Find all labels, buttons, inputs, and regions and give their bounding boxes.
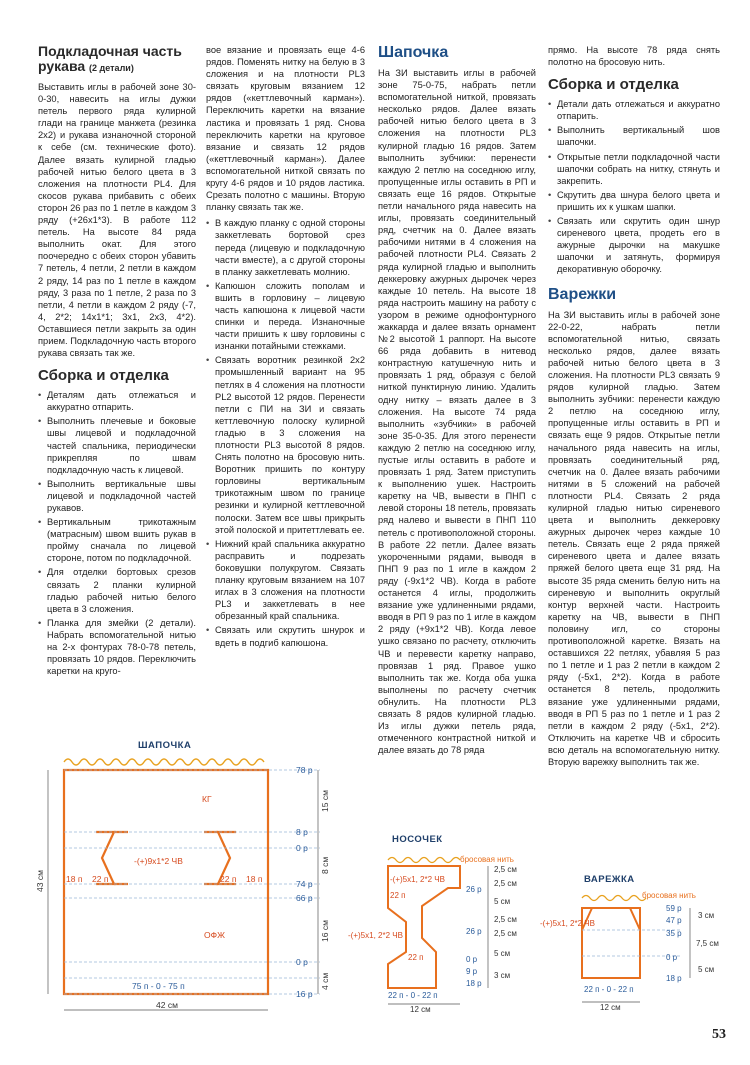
hat-assembly-list — [548, 98, 720, 275]
paragraph: Выставить иглы в рабочей зоне 30-0-30, навесить на иглы дужки петель первого ряда кулирной глади на границе манжета (резинка 2х2) и рукава изнаночной стороной к себе (см. технические фото). Далее вязать кулирной гладью рабочей нитью белого цвета в 3 сложения на плотности PL4. Для скосов рукава прибавить с обеих сторон 26 раз по 1 петле в каждом 3 ряду (+26х1*3). В работе 112 петель. На высоте 84 ряда выполнить окат. Для этого поочередно с обеих сторон убавить 7 петель, 4 петли, 2 петли в каждом 2 ряду, 14 раз по 1 петле в каждом ряду, 3 раза по 1 петле, 2 раза по 3 петли, 4 петли в каждом 2 ряду (-7, 4, 2*2; 14х1*1; 3х1, 2х3, 4*2). Оставшиеся петли закрыть за один прием. Подкладочную часть второго рукава связать так же. — [38, 82, 196, 359]
hat-height-label: 43 см — [35, 870, 45, 892]
mitten-r-18: 18 р — [666, 974, 682, 983]
sock-d2: 2,5 см — [494, 879, 517, 888]
column-1 — [38, 44, 196, 679]
page-number: 53 — [712, 1027, 726, 1042]
sock-diagram-title: НОСОЧЕК — [392, 834, 443, 845]
hat-r-16: 16 р — [296, 989, 313, 999]
sock-d1: 2,5 см — [494, 865, 517, 874]
hat-r-66: 66 р — [296, 893, 313, 903]
list-item: • Скрутить два шнура белого цвета и пришить их к ушкам шапки. — [548, 189, 720, 213]
list-item: • Для отделки бортовых срезов связать 2 планки кулирной гладью рабочей нитью белого цвета в 3 сложения. — [38, 566, 196, 614]
list-item: • Вертикальным трикотажным (матрасным) швом вшить рукав в пройму сначала по лицевой стороне, потом по подкладочной. — [38, 516, 196, 564]
hat-r-74: 74 р — [296, 879, 313, 889]
paragraph: На ЗИ выставить иглы в рабочей зоне 75-0-75, набрать петли вспомогательной ниткой, провязать несколько рядов. Далее вязать рабочей нитью белого цвета в 3 сложения на плотности PL3 кулирной гладью 16 рядов. Затем выполнить зубчики: перенести каждую 2 петлю на соседнюю иглу, пропущенные иглы оставить в РП и связать еще 16 рядов. Открытые петли начального ряда навесить на иглы, провязать соединительный ряд, счетчик на 0. Далее вязать рабочими нитями в 4 сложения на рабочей плотности PL4. Связать 2 ряда кулирной гладью и выполнить деккеровку ажурных дырочек через каждые 10 петель. На высоте 18 ряда настроить машину на работу с узором в режиме однофонтурного жаккарда и далее вязать орнамент №2 высотой 1 раппорт. На высоте 66 ряда добавить в нитевод контрастную катушечную нить и провязать 1 ряд, образуя с белой ниткой пунктирную линию. Удалить одну нитку – вязать далее в 3 сложения. На высоте 74 ряда выполнить «зубчики» в рабочей зоне 35-0-35. Для этого перенести каждую 2 петлю на соседнюю иглу, пустые иглы оставить в работе и провязать 1 ряд. Затем приступить к выполнению ушек. Настроить каретку на ЧВ, вывести в ПНП с левой стороны 18 петель, провязать ряд налево и вывести в ПНП 110 петель с противоположной стороны. В работе 22 петли. Далее вязать укороченными рядами, выводя в ПНП 9 раз по 1 игле в каждом 2 ряду (-9х1*2 ЧВ). Когда в работе останется 4 иглы, продолжить вязание уже удлиненными рядами, вводя в РП 9 раз по 1 игле в каждом 2 ряду (+9х1*2 ЧВ). Когда левое ушко связано по расчету, отключить ЧВ и перевести каретку направо, провязав 1 ряд. Правое ушко выполнить так же. Когда оба ушка выполнены по расчету счетчик обнулить. На плотности PL3 связать 8 рядов кулирной гладью. Из иглы дужки петель ряда, отмеченного контрастной ниткой и далее вязать до 78 ряда — [378, 68, 536, 756]
sock-n22-a: 22 п — [390, 891, 406, 900]
list-item: • Связать воротник резинкой 2х2 промышленный вариант на 95 петлях в 4 сложения на плотности PL2 высотой 12 рядов. Перенести петли с ПИ на ЗИ и связать кеттлевочную полоску кулирной гладью в 3 сложения на плотности PL3 высотой 8 рядов. Снять полотно на бросовую нить. Воротник пришить по контуру горловины вертикальным трикотажным швом по границе резинки и кулирной кеттлевочной полоски. Затем все швы прикрыть этой полоской и притеттлевать ее. — [206, 354, 365, 535]
column-4 — [548, 44, 720, 772]
paragraph: На ЗИ выставить иглы в рабочей зоне 22-0-22, набрать петли вспомогательной нитью, связать несколько рядов, далее вязать рабочей нитью белого цвета в 3 сложения. На плотности PL3 связать 9 рядов кулирной гладью. Затем выполнить зубчики: перенести каждую 2 петлю на соседнюю иглу, пропущенные иглы оставить в РП и связать еще 9 рядов. Открытые петли начального ряда навесить на иглы, провязать соединительный ряд, счетчик на 0. Далее вязать рабочими нитями в 5 сложений на рабочей плотности PL4. Связать 2 ряда кулирной гладью нитью сиреневого цвета и выполнить деккеровку ажурных дырочек через каждые 10 петель. Связать еще 2 ряда пряжей сиреневого цвета и далее вязать пряжей белого цвета еще 31 ряд. На высоте 35 ряда сменить белую нить на сиреневую и выполнить округлый контур верхней части. Настроить каретку на ЧВ, вывести в ПНП половину игл, со стороны противоположной каретке. Вязать на оставшихся 22 петлях, убавляя 5 раз по 1 петле и 1 раз 2 петли в каждом 2 ряду (-5х1, 2*2). Когда в работе останется 8 петель, продолжить вязание уже удлиненными рядами, вводя в РП 5 раз по 1 петле и 1 раз 2 петли в каждом 2 ряду (-5х1, 2*2). Отключить на каретке ЧВ и сбросить всю деталь на вспомогательную нитку. Вторую варежку выполнить так же. — [548, 309, 720, 767]
sock-bottom-count: 22 п - 0 - 22 п — [388, 991, 438, 1000]
sock-d7: 3 см — [494, 971, 511, 980]
hat-right-22: 22 п — [220, 874, 237, 884]
section-heading-assembly: Сборка и отделка — [38, 367, 169, 385]
hat-r-0b: 0 р — [296, 957, 308, 967]
mitten-r-59: 59 р — [666, 904, 682, 913]
hat-bottom-count: 75 п - 0 - 75 п — [132, 981, 185, 991]
list-item: • Открытые петли подкладочной части шапочки собрать на нитку, стянуть и закрепить. — [548, 151, 720, 187]
hat-r-8: 8 р — [296, 827, 308, 837]
list-item: • Выполнить вертикальный шов шапочки. — [548, 124, 720, 148]
hat-left-18: 18 п — [66, 874, 83, 884]
sock-zigzag — [388, 858, 460, 863]
sock-outline — [388, 866, 460, 988]
hat-right-18: 18 п — [246, 874, 263, 884]
mitten-width: 12 см — [600, 1003, 621, 1012]
mitten-d-3: 3 см — [698, 911, 715, 920]
mitten-r-47: 47 р — [666, 916, 682, 925]
sock-d6: 5 см — [494, 949, 511, 958]
hat-d-4: 4 см — [320, 972, 330, 990]
mitten-diagram-title: ВАРЕЖКА — [584, 874, 635, 885]
sock-formula-1: -(+)5х1, 2*2 ЧВ — [390, 875, 445, 884]
sock-r-26b: 26 р — [466, 927, 482, 936]
sock-d5: 2,5 см — [494, 929, 517, 938]
mitten-diagram — [540, 886, 720, 1012]
hat-diagram — [30, 752, 360, 1014]
list-item: • Связать или скрутить один шнур сиреневого цвета, продеть его в ажурные дырочки на макушке шапочки и затянуть, формируя декоративную оборочку. — [548, 215, 720, 275]
section-heading-assembly-hat: Сборка и отделка — [548, 76, 679, 94]
sock-r-0: 0 р — [466, 955, 478, 964]
paragraph: вое вязание и провязать еще 4-6 рядов. Поменять нитку на белую в 3 сложения и на плотности PL3 связать круговым вязанием 12 рядов («кеттлевочный карман»). Переключить каретки на вязание ластика и провязать 1 ряд. Снова переключить каретки на круговое вязание и связать 12 рядов («кеттлевочный карман»). Далее вспомогательной ниткой связать по кругу 4-6 рядов и 10 рядов ластика. Срезать полотно с машины. Вторую планку связать так же. — [206, 45, 365, 213]
assembly-list — [38, 389, 196, 677]
list-item: • Выполнить вертикальные швы лицевой и подкладочной частей рукавов. — [38, 478, 196, 514]
section-heading-hat: Шапочка — [378, 44, 449, 61]
sock-diagram — [348, 852, 540, 1012]
mitten-throw-label: бросовая нить — [642, 891, 696, 900]
section-heading-mittens: Варежки — [548, 285, 617, 303]
instructions-list — [206, 217, 365, 648]
list-item: • Детали дать отлежаться и аккуратно отпарить. — [548, 98, 720, 122]
section-heading-sleeve-lining: Подкладочная часть рукава (2 детали) — [38, 43, 182, 74]
mitten-d-75: 7,5 см — [696, 939, 719, 948]
list-item: • Планка для змейки (2 детали). Набрать вспомогательной нитью на 2-х фонтурах 78-0-78 петель, провязать 10 рядов. Переключить каретки на круго- — [38, 617, 196, 677]
sock-formula-2: -(+)5х1, 2*2 ЧВ — [348, 931, 403, 940]
list-item: • Деталям дать отлежаться и аккуратно отпарить. — [38, 389, 196, 413]
mitten-zigzag — [582, 896, 646, 901]
sock-r-9: 9 р — [466, 967, 478, 976]
mitten-formula: -(+)5х1, 2*2 ЧВ — [540, 919, 595, 928]
hat-d-16: 16 см — [320, 920, 330, 942]
sock-r-18: 18 р — [466, 979, 482, 988]
column-2 — [206, 44, 365, 651]
sock-d4: 2,5 см — [494, 915, 517, 924]
sock-width: 12 см — [410, 1005, 431, 1012]
sock-throw-label: бросовая нить — [460, 855, 514, 864]
paragraph: прямо. На высоте 78 ряда снять полотно на бросовую нить. — [548, 45, 720, 68]
hat-zigzag-top — [64, 759, 264, 765]
list-item: • Нижний край спальника аккуратно расправить и подрезать боковушки полукругом. Связать планку круговым вязанием на 107 иглах в 3 сложения на плотности PL3 и заккетлевать в нее обрезанный край спальника. — [206, 538, 365, 623]
hat-d-15: 15 см — [320, 790, 330, 812]
list-item: • Связать или скрутить шнурок и вдеть в подгиб капюшона. — [206, 624, 365, 648]
hat-r-78: 78 р — [296, 765, 313, 775]
mitten-d-5: 5 см — [698, 965, 715, 974]
hat-diagram-title: ШАПОЧКА — [138, 740, 192, 751]
column-3 — [378, 44, 536, 760]
mitten-r-0: 0 р — [666, 953, 678, 962]
hat-r-0a: 0 р — [296, 843, 308, 853]
hat-left-22: 22 п — [92, 874, 109, 884]
ear-left-b — [114, 832, 128, 884]
sock-d3: 5 см — [494, 897, 511, 906]
ear-right-b — [204, 832, 218, 884]
sock-r-26a: 26 р — [466, 885, 482, 894]
sock-n22-b: 22 п — [408, 953, 424, 962]
hat-formula: -(+)9х1*2 ЧВ — [134, 856, 183, 866]
hat-d-8: 8 см — [320, 856, 330, 874]
mitten-r-35: 35 р — [666, 929, 682, 938]
list-item: • Капюшон сложить пополам и вшить в горловину – лицевую часть капюшона к лицевой части спинки и переда. Изнаночные части пришить к шву горловины с изнанки потайными стежками. — [206, 280, 365, 353]
hat-width-label: 42 см — [156, 1000, 178, 1010]
list-item: • В каждую планку с одной стороны заккетлевать бортовой срез переда (лицевую и подкладочную части вместе), а с другой стороны в планку заккетлевать молнию. — [206, 217, 365, 277]
mitten-bottom-count: 22 п - 0 - 22 п — [584, 985, 634, 994]
hat-ofzh-label: ОФЖ — [204, 930, 225, 940]
hat-kg-label: КГ — [202, 794, 212, 804]
list-item: • Выполнить плечевые и боковые швы лицевой и подкладочной частей спальника, периодически прикрепляя по швам подкладочную часть к лицевой. — [38, 415, 196, 475]
